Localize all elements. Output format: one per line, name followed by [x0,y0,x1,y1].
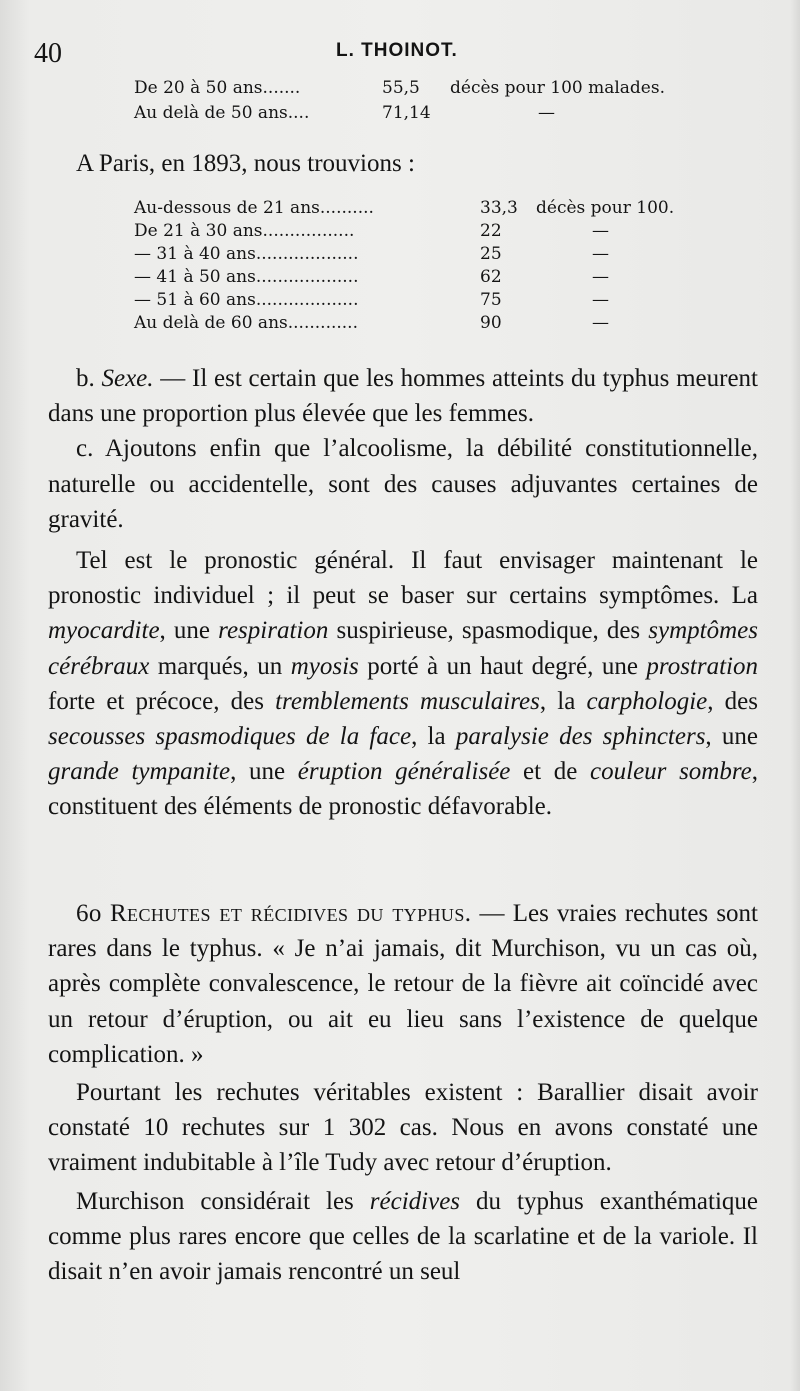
table-row-value: 62 [480,267,502,287]
table-row-value: 71,14 [382,103,431,123]
table-row-label: — 41 à 50 ans................... [134,267,359,287]
table-row-unit: décès pour 100 malades. [450,78,665,98]
table-row-unit: — [538,103,555,123]
table-row-value: 25 [480,244,502,264]
page-number: 40 [34,38,62,69]
section-number: 6o [76,900,102,927]
table-row-label: Au-dessous de 21 ans.......... [134,198,374,218]
paragraph-prognosis: Tel est le pronostic général. Il faut envisager maintenant le pronostic individuel ; il peut se baser sur certains symptômes. La myocardite, une respiration suspirieuse, spasmodique, des symptômes cérébraux marqués, un myosis porté à un haut degré, une prostration forte et précoce, des tremblements musculaires, la carphologie, des secousses spasmodiques de la face, la paralysie des sphincters, une grande tympanite, une éruption généralisée et de couleur sombre, constituent des éléments de pronostic défavorable. [48,547,759,821]
paragraph-alcoholism: c. Ajoutons enfin que l’alcoolisme, la débilité constitutionnelle, naturelle ou accidentelle, sont des causes adjuvantes certaines de gravité. [48,435,758,533]
paris-intro: A Paris, en 1893, nous trouvions : [76,150,415,177]
paragraph-recurrences: Murchison considérait les récidives du typhus exanthématique comme plus rares encore que celles de la scarlatine et de la variole. Il disait n’en avoir jamais rencontré un seul [48,1187,758,1286]
table-row-value: 75 [480,290,502,310]
table-row-label: De 21 à 30 ans................. [134,221,355,241]
body-text-lower [48,896,758,1289]
body-text-upper [48,361,758,825]
page-header [0,34,800,69]
paragraph-true-relapses: Pourtant les rechutes véritables existent : Barallier disait avoir constaté 10 rechutes sur 1 302 cas. Nous en avons constaté une vraiment indubitable à l’île Tudy avec retour d’éruption. [48,1079,758,1177]
table-row-unit: décès pour 100. [536,198,675,218]
table-row-label: Au delà de 60 ans............. [134,313,358,333]
table-row-unit: — [592,221,609,241]
section-relapses: 6o Rechutes et récidives du typhus. — Les vraies rechutes sont rares dans le typhus. « Je n’ai jamais, dit Murchison, vu un cas où, après complète convalescence, le retour de la fièvre ait coïncidé avec un retour d’éruption, ou ait eu lieu sans l’existence de quelque complication. » [48,900,758,1068]
table-row-unit: — [592,290,609,310]
table-row-label: Au delà de 50 ans.... [134,103,310,123]
table-row-label: De 20 à 50 ans....... [134,78,301,98]
table-row-unit: — [592,244,609,264]
term-sexe: Sexe. [101,365,154,392]
section-title: Rechutes et récidives du typhus. [109,900,472,927]
table-row-label: — 31 à 40 ans................... [134,244,359,264]
table-row-unit: — [592,267,609,287]
table-row-unit: — [592,313,609,333]
paragraph-sex: b. Sexe. — Il est certain que les hommes atteints du typhus meurent dans une proportion plus élevée que les femmes. [48,365,759,428]
table-row-value: 55,5 [382,78,420,98]
table-row-label: — 51 à 60 ans................... [134,290,359,310]
table-row-value: 90 [480,313,502,333]
running-head: L. THOINOT. [336,40,458,61]
table-row-value: 33,3 [480,198,518,218]
table-row-value: 22 [480,221,502,241]
